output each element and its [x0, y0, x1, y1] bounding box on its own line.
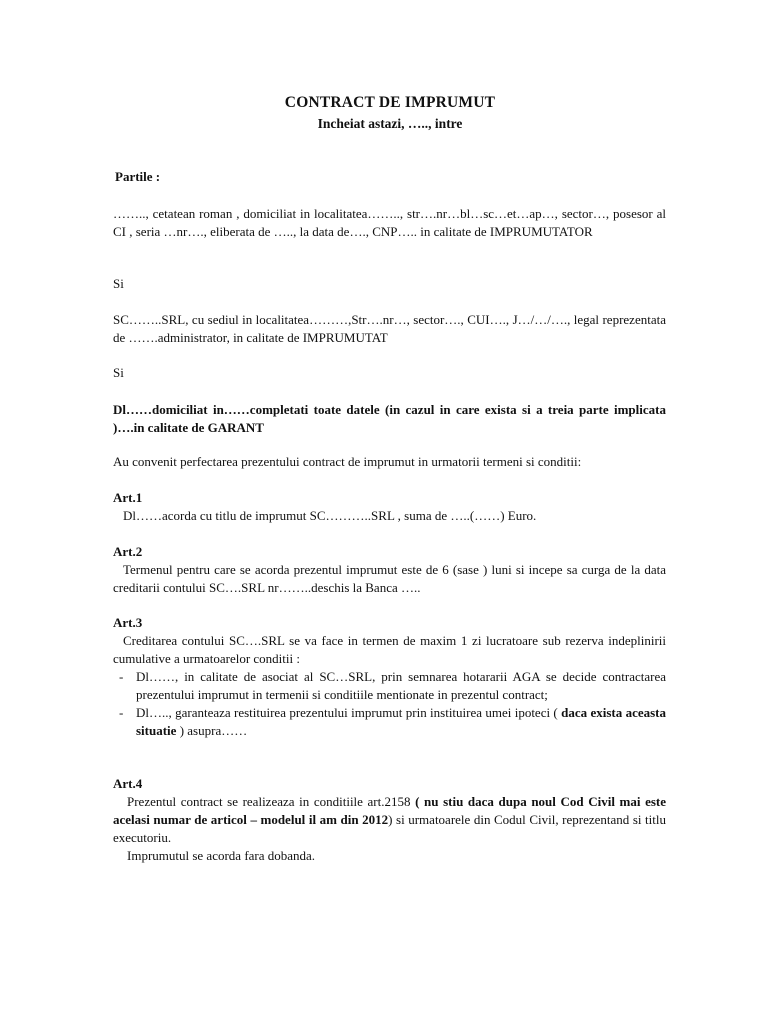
art4-note-bold: ( nu stiu daca dupa noul Cod Civil mai este acelasi numar de articol – modelul il am din 2012: [113, 794, 666, 827]
party-lender-paragraph: …….., cetatean roman , domiciliat in localitatea…….., str….nr…bl…sc…et…ap…, sector…, posesor al CI , seria …nr…., eliberata de ….., la data de…., CNP….. in calitate de IMPRUMUTATOR: [113, 206, 666, 239]
party-borrower-paragraph: SC……..SRL, cu sediul in localitatea………,Str….nr…, sector…., CUI…., J…/…/…., legal reprezentata de …….administrator, in calitate de IMPRUMUTAT: [113, 312, 666, 345]
art2-heading: Art.2: [113, 544, 143, 559]
parties-heading: Partile :: [115, 169, 161, 184]
art1-heading: Art.1: [113, 490, 143, 505]
art4-interest-note: Imprumutul se acorda fara dobanda.: [127, 848, 316, 863]
art2-text: Termenul pentru care se acorda prezentul imprumut este de 6 (sase ) luni si incepe sa curga de la data creditarii contului SC….SRL nr……..deschis la Banca …..: [113, 562, 666, 595]
art4-text-start: Prezentul contract se realizeaza in conditiile art.2158: [127, 794, 416, 809]
art3-heading: Art.3: [113, 615, 143, 630]
party-guarantor-paragraph: Dl……domiciliat in……completati toate datele (in cazul in care exista si a treia parte implicata )….in calitate de GARANT: [113, 402, 666, 435]
si-separator-2: Si: [113, 365, 124, 380]
art1-text: Dl……acorda cu titlu de imprumut SC………..SRL , suma de …..(……) Euro.: [123, 508, 537, 523]
art4-heading: Art.4: [113, 776, 143, 791]
art3-conditions-list: [113, 668, 666, 740]
art4-text-end: ) si urmatoarele din Codul Civil, reprezentand si titlu executoriu.: [113, 812, 666, 845]
condition-item-2-bold: daca exista aceasta situatie: [136, 705, 666, 738]
condition-item-2: [113, 704, 666, 740]
document-title: CONTRACT DE IMPRUMUT: [284, 94, 496, 111]
condition-item-2-text: Dl….., garanteaza restituirea prezentului imprumut prin instituirea umei ipoteci (: [136, 705, 562, 720]
condition-item-2-end: ) asupra……: [176, 723, 248, 738]
condition-item-1: [113, 668, 666, 704]
art3-text: Creditarea contului SC….SRL se va face in termen de maxim 1 zi lucratoare sub rezerva indeplinirii cumulative a urmatoarelor conditii :: [113, 633, 666, 666]
si-separator-1: Si: [113, 276, 124, 291]
agreement-statement: Au convenit perfectarea prezentului contract de imprumut in urmatorii termeni si conditii:: [113, 454, 582, 469]
document-subtitle: Incheiat astazi, ….., intre: [317, 116, 463, 131]
art4-text: [113, 793, 666, 847]
condition-item-1-text: Dl……, in calitate de asociat al SC…SRL, prin semnarea hotararii AGA se decide contractarea prezentului imprumut in termenii si conditiile mentionate in prezentul contract;: [136, 669, 666, 702]
